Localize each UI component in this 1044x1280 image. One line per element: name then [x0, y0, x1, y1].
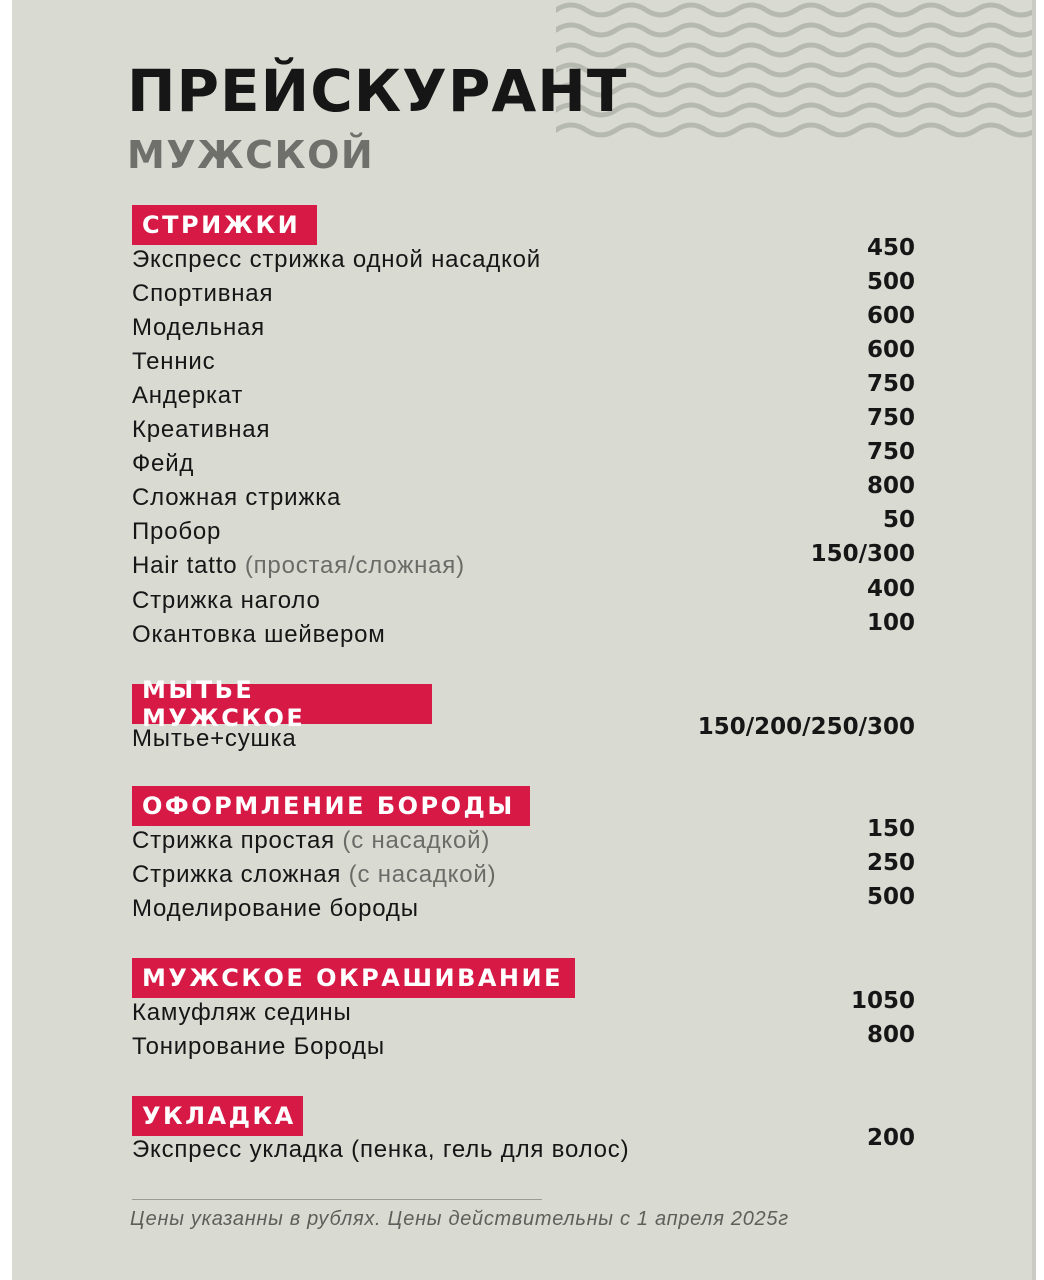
list-item: [132, 439, 915, 482]
list-item: [132, 473, 915, 516]
service-price: 50: [882, 507, 915, 533]
service-price: 250: [866, 850, 915, 876]
service-name: Экспресс стрижка одной насадкой: [132, 246, 541, 273]
service-name: Андеркат: [132, 382, 244, 409]
service-price: 100: [866, 610, 915, 636]
section-title-beard: ОФОРМЛЕНИЕ БОРОДЫ: [132, 786, 530, 826]
service-price: 150: [866, 816, 915, 842]
service-price: 600: [866, 303, 915, 329]
section-title-haircuts: СТРИЖКИ: [132, 205, 317, 245]
list-item: [132, 1125, 915, 1168]
price-list-sheet: [12, 0, 1032, 1280]
service-price: 750: [866, 439, 915, 465]
service-name: Моделирование бороды: [132, 895, 419, 922]
footer-note: Цены указанны в рублях. Цены действительны с 1 апреля 2025г: [130, 1208, 789, 1230]
service-name: Модельная: [132, 314, 265, 341]
footer-divider: [132, 1199, 542, 1200]
section-title-coloring: МУЖСКОЕ ОКРАШИВАНИЕ: [132, 958, 575, 998]
list-item: [132, 714, 915, 757]
service-name: [132, 861, 496, 889]
service-price: 200: [866, 1125, 915, 1151]
list-item: [132, 988, 915, 1031]
list-item: [132, 576, 915, 619]
page-title: ПРЕЙСКУРАНТ: [127, 57, 628, 125]
service-name: Камуфляж седины: [132, 999, 352, 1026]
service-name-text: Стрижка простая: [132, 827, 335, 854]
list-item: [132, 541, 915, 584]
service-name: Сложная стрижка: [132, 484, 342, 511]
service-name: Теннис: [132, 348, 216, 375]
service-name: Спортивная: [132, 280, 274, 307]
list-item: [132, 269, 915, 312]
service-name: Креативная: [132, 416, 271, 443]
service-name: Тонирование Бороды: [132, 1033, 385, 1060]
list-item: [132, 610, 915, 653]
service-name: Фейд: [132, 450, 195, 477]
service-name: Мытье+сушка: [132, 725, 297, 752]
service-name: Экспресс укладка (пенка, гель для волос): [132, 1136, 630, 1163]
list-item: [132, 850, 915, 893]
service-note: (простая/сложная): [244, 552, 465, 579]
service-name: [132, 552, 465, 580]
service-price: 400: [866, 576, 915, 602]
service-price: 1050: [850, 988, 915, 1014]
service-price: 150/200/250/300: [697, 714, 915, 740]
list-item: [132, 884, 915, 927]
list-item: [132, 303, 915, 346]
service-name: Стрижка наголо: [132, 587, 321, 614]
service-name-text: Hair tatto: [132, 552, 238, 579]
list-item: [132, 507, 915, 550]
list-item: [132, 235, 915, 278]
service-name: Пробор: [132, 518, 222, 545]
list-item: [132, 1022, 915, 1065]
service-price: 150/300: [810, 541, 915, 567]
service-price: 800: [866, 1022, 915, 1048]
section-title-styling: УКЛАДКА: [132, 1096, 303, 1136]
service-price: 500: [866, 884, 915, 910]
service-price: 450: [866, 235, 915, 261]
list-item: [132, 405, 915, 448]
service-price: 600: [866, 337, 915, 363]
page-subtitle: МУЖСКОЙ: [127, 133, 375, 177]
service-note: (с насадкой): [342, 827, 491, 854]
service-name: [132, 827, 490, 855]
page-edge: [1032, 0, 1036, 1280]
service-name-text: Стрижка сложная: [132, 861, 342, 888]
service-name: Окантовка шейвером: [132, 621, 386, 648]
service-price: 800: [866, 473, 915, 499]
service-note: (с насадкой): [348, 861, 497, 888]
section-title-washing: МЫТЬЕ МУЖСКОЕ: [132, 684, 432, 724]
list-item: [132, 816, 915, 859]
list-item: [132, 337, 915, 380]
service-price: 750: [866, 405, 915, 431]
service-price: 750: [866, 371, 915, 397]
service-price: 500: [866, 269, 915, 295]
list-item: [132, 371, 915, 414]
